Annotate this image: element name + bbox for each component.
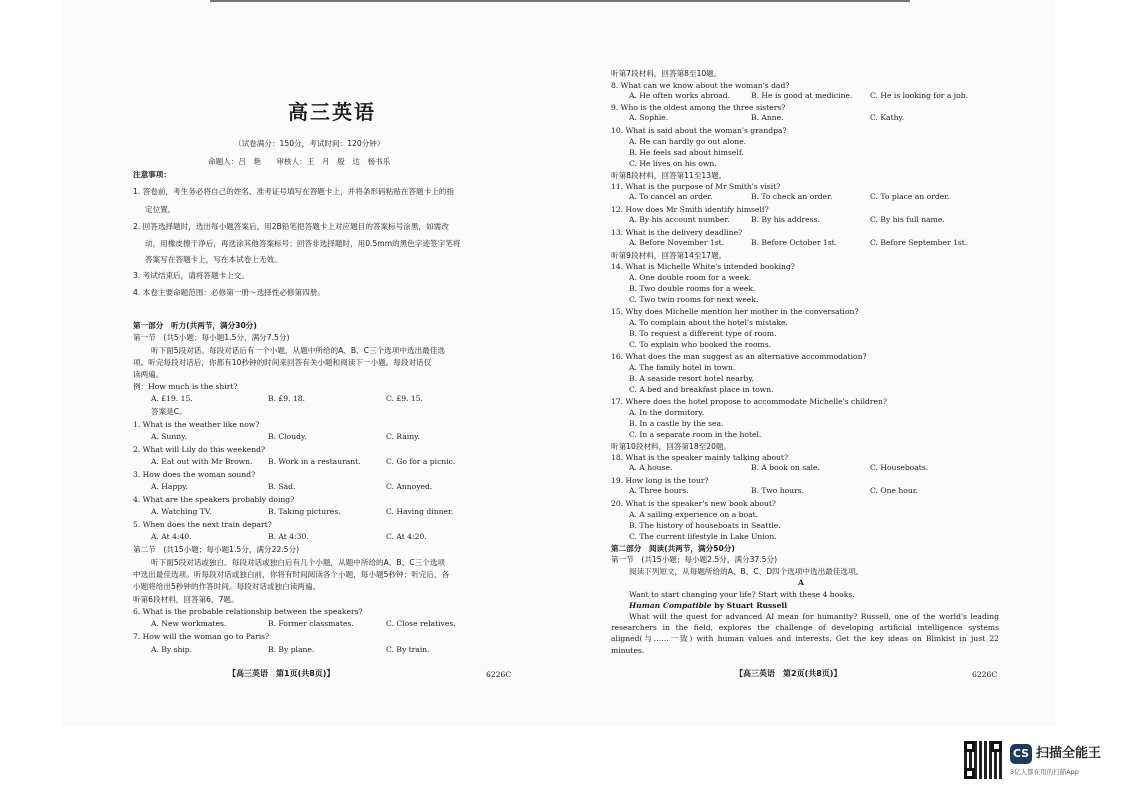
option-c: C. Rainy.	[386, 432, 420, 441]
exam-title: 高三英语	[288, 100, 376, 124]
example-answer: 答案是C。	[151, 407, 187, 416]
question-1: 1. What is the weather like now?	[133, 420, 260, 429]
option-c: C. Annoyed.	[386, 482, 433, 491]
sec1-instructions-a: 听下面5段对话。每段对话后有一个小题，从题中所给的A、B、C三个选项中选出最佳选	[151, 346, 445, 355]
material-9: 听第9段材料，回答第14至17题。	[611, 251, 727, 260]
question-15-option-c: C. To explain who booked the rooms.	[629, 340, 772, 349]
option-c: C. Go for a picnic.	[386, 457, 456, 466]
option-a: A. Three hours.	[629, 486, 689, 495]
passage-paragraph: What will the quest for advanced AI mean for humanity? Russell, one of the world's leading researchers in the field, explores the challenge of developing artificial intelligence systems aligned(与……一致) with human values and interests. Get the key ideas on Blinkist in just 22 minutes.	[611, 612, 999, 655]
top-border	[210, 0, 910, 2]
sec1-instructions-b: 项。听完每段对话后，你都有10秒钟的时间来回答有关小题和阅读下一小题。每段对话仅	[133, 358, 432, 367]
notice-4: 4. 本卷主要命题范围：必修第一册～选择性必修第四册。	[133, 288, 325, 297]
option-a: A. To cancel an order.	[629, 192, 713, 201]
sec2-heading: 第二节 (共15小题；每小题1.5分，满分22.5分)	[133, 545, 300, 554]
option-b: B. Before October 1st.	[751, 238, 838, 247]
option-c: C. By his full name.	[870, 215, 945, 224]
question-12: 12. How does Mr Smith identify himself?	[611, 205, 769, 214]
passage-intro: Want to start changing your life? Start with these 4 books.	[629, 590, 855, 599]
question-10-option-b: B. He feels sad about himself.	[629, 148, 744, 157]
option-a: A. Happy.	[151, 482, 188, 491]
option-c: C. Before September 1st.	[870, 238, 968, 247]
question-19: 19. How long is the tour?	[611, 476, 709, 485]
question-7: 7. How will the woman go to Paris?	[133, 632, 270, 641]
page-footer: 【高三英语 第2页(共8页)】	[735, 669, 842, 678]
question-10-option-a: A. He can hardly go out alone.	[629, 137, 747, 146]
question-17: 17. Where does the hotel propose to accommodate Michelle's children?	[611, 397, 887, 406]
reading-sec1-heading: 第一节 (共15小题；每小题2.5分，满分37.5分)	[611, 555, 778, 564]
question-10-option-c: C. He lives on his own.	[629, 159, 717, 168]
question-15-option-b: B. To request a different type of room.	[629, 329, 777, 338]
option-b: B. At 4:30.	[268, 532, 309, 541]
option-c: C. At 4:20.	[386, 532, 427, 541]
question-6: 6. What is the probable relationship between the speakers?	[133, 607, 363, 616]
option-b: B. Taking pictures.	[268, 507, 341, 516]
option-a: A. Sophie.	[629, 113, 669, 122]
option-b: B. To check an order.	[751, 192, 833, 201]
option-c: C. By train.	[386, 645, 430, 654]
option-c: C. He is looking for a job.	[870, 91, 968, 100]
question-20-option-a: A. A sailing experience on a boat.	[629, 510, 759, 519]
option-b: B. By his address.	[751, 215, 820, 224]
notice-heading: 注意事项：	[133, 170, 171, 179]
page-footer: 【高三英语 第1页(共8页)】	[228, 669, 335, 678]
question-15: 15. Why does Michelle mention her mother in the conversation?	[611, 307, 859, 316]
option-a: A. Watching TV.	[151, 507, 212, 516]
option-b: B. Cloudy.	[268, 432, 307, 441]
question-16: 16. What does the man suggest as an alternative accommodation?	[611, 352, 867, 361]
question-5: 5. When does the next train depart?	[133, 520, 272, 529]
question-10: 10. What is said about the woman's grandpa?	[611, 126, 787, 135]
notice-1a: 1. 答卷前，考生务必将自己的姓名、准考证号填写在答题卡上，并将条形码粘贴在答题卡上的指	[133, 187, 454, 196]
question-14-option-a: A. One double room for a week.	[629, 273, 752, 282]
notice-1b: 定位置。	[145, 205, 176, 214]
book-title: Human Compatible	[629, 601, 712, 610]
option-c: C. To place an order.	[870, 192, 950, 201]
part2-heading: 第二部分 阅读(共两节，满分50分)	[611, 544, 735, 553]
qr-code-icon	[964, 741, 1002, 779]
option-c: C. Kathy.	[870, 113, 905, 122]
question-4: 4. What are the speakers probably doing?	[133, 495, 295, 504]
option-a: A. Before November 1st.	[629, 238, 725, 247]
passage-label: A	[798, 578, 804, 587]
camscanner-brand: 扫描全能王	[1036, 746, 1102, 761]
option-a: A. At 4:40.	[151, 532, 192, 541]
camscanner-tagline: 3亿人都在用的扫描App	[1010, 768, 1079, 776]
material-10: 听第10段材料，回答第18至20题。	[611, 442, 732, 451]
option-a: A. £19. 15.	[151, 394, 193, 403]
notice-2c: 答案写在答题卡上，写在本试卷上无效。	[145, 255, 282, 264]
notice-2b: 动，用橡皮擦干净后，再选涂其他答案标号；回答非选择题时，用0.5mm的黑色字迹签字笔将	[145, 239, 461, 248]
question-8: 8. What can we know about the woman's dad?	[611, 81, 790, 90]
paper-code: 6226C	[486, 670, 512, 679]
question-17-option-b: B. In a castle by the sea.	[629, 419, 724, 428]
option-c: C. £9. 15.	[386, 394, 423, 403]
question-16-option-c: C. A bed and breakfast place in town.	[629, 385, 774, 394]
option-c: C. Having dinner.	[386, 507, 454, 516]
option-a: A. New workmates.	[151, 619, 227, 628]
material-7: 听第7段材料，回答第8至10题。	[611, 69, 722, 78]
option-a: A. Sunny.	[151, 432, 187, 441]
part1-heading: 第一部分 听力(共两节，满分30分)	[133, 321, 257, 330]
question-18: 18. What is the speaker mainly talking about?	[611, 453, 789, 462]
option-b: B. By plane.	[268, 645, 315, 654]
exam-authors: 命题人：吕 艳 审核人：王 月 殷 达 杨书乐	[208, 157, 391, 166]
example-question: 例：How much is the shirt?	[133, 382, 238, 391]
camscanner-logo-icon: CS	[1010, 744, 1032, 764]
option-c: C. Close relatives.	[386, 619, 456, 628]
option-b: B. He is good at medicine.	[751, 91, 853, 100]
question-9: 9. Who is the oldest among the three sisters?	[611, 103, 786, 112]
option-a: A. By his account number.	[629, 215, 730, 224]
option-b: B. Two hours.	[751, 486, 804, 495]
option-a: A. A house.	[629, 463, 673, 472]
question-20: 20. What is the speaker's new book about?	[611, 499, 776, 508]
material-8: 听第8段材料，回答第11至13题。	[611, 171, 727, 180]
sec2-instructions-b: 中选出最佳选项。听每段对话或独白前，你将有时间阅读各个小题，每小题5秒钟；听完后，各	[133, 570, 450, 579]
question-11: 11. What is the purpose of Mr Smith's visit?	[611, 182, 781, 191]
option-b: B. £9. 18.	[268, 394, 305, 403]
question-20-option-c: C. The current lifestyle in Lake Union.	[629, 532, 777, 541]
option-a: A. Eat out with Mr Brown.	[151, 457, 253, 466]
option-b: B. Work in a restaurant.	[268, 457, 361, 466]
question-14-option-c: C. Two twin rooms for next week.	[629, 295, 759, 304]
question-15-option-a: A. To complain about the hotel's mistake.	[629, 318, 788, 327]
option-b: B. Former classmates.	[268, 619, 354, 628]
question-17-option-c: C. In a separate room in the hotel.	[629, 430, 762, 439]
question-14-option-b: B. Two double rooms for a week.	[629, 284, 756, 293]
option-a: A. By ship.	[151, 645, 193, 654]
option-c: C. One hour.	[870, 486, 918, 495]
reading-instructions: 阅读下列短文，从每题所给的A、B、C、D四个选项中选出最佳选项。	[629, 567, 864, 576]
option-b: B. Anne.	[751, 113, 784, 122]
option-a: A. He often works abroad.	[629, 91, 731, 100]
question-16-option-a: A. The family hotel in town.	[629, 363, 736, 372]
book-author: by Stuart Russell	[711, 601, 788, 610]
option-c: C. Houseboats.	[870, 463, 929, 472]
notice-2a: 2. 回答选择题时，选出每小题答案后，用2B铅笔把答题卡上对应题目的答案标号涂黑，如需改	[133, 222, 449, 231]
sec2-instructions-a: 听下面5段对话或独白。每段对话或独白后有几个小题，从题中所给的A、B、C三个选项	[151, 558, 445, 567]
option-b: B. A book on sale.	[751, 463, 820, 472]
exam-subtitle: （试卷满分：150分，考试时间：120分钟）	[234, 139, 385, 148]
sec2-instructions-c: 小题将给出5秒钟的作答时间。每段对话或独白读两遍。	[133, 582, 321, 591]
sec1-instructions-c: 读两遍。	[133, 370, 164, 379]
sec1-heading: 第一节 (共5小题；每小题1.5分，满分7.5分)	[133, 333, 290, 342]
question-17-option-a: A. In the dormitory.	[629, 408, 705, 417]
paper-code: 6226C	[972, 670, 998, 679]
book-heading	[629, 600, 787, 611]
material-6: 听第6段材料，回答第6、7题。	[133, 595, 239, 604]
question-14: 14. What is Michelle White's intended booking?	[611, 262, 795, 271]
question-20-option-b: B. The history of houseboats in Seattle.	[629, 521, 781, 530]
question-2: 2. What will Lily do this weekend?	[133, 445, 266, 454]
question-13: 13. What is the delivery deadline?	[611, 228, 743, 237]
question-3: 3. How does the woman sound?	[133, 470, 256, 479]
notice-3: 3. 考试结束后，请将答题卡上交。	[133, 271, 249, 280]
option-b: B. Sad.	[268, 482, 296, 491]
question-16-option-b: B. A seaside resort hotel nearby.	[629, 374, 754, 383]
